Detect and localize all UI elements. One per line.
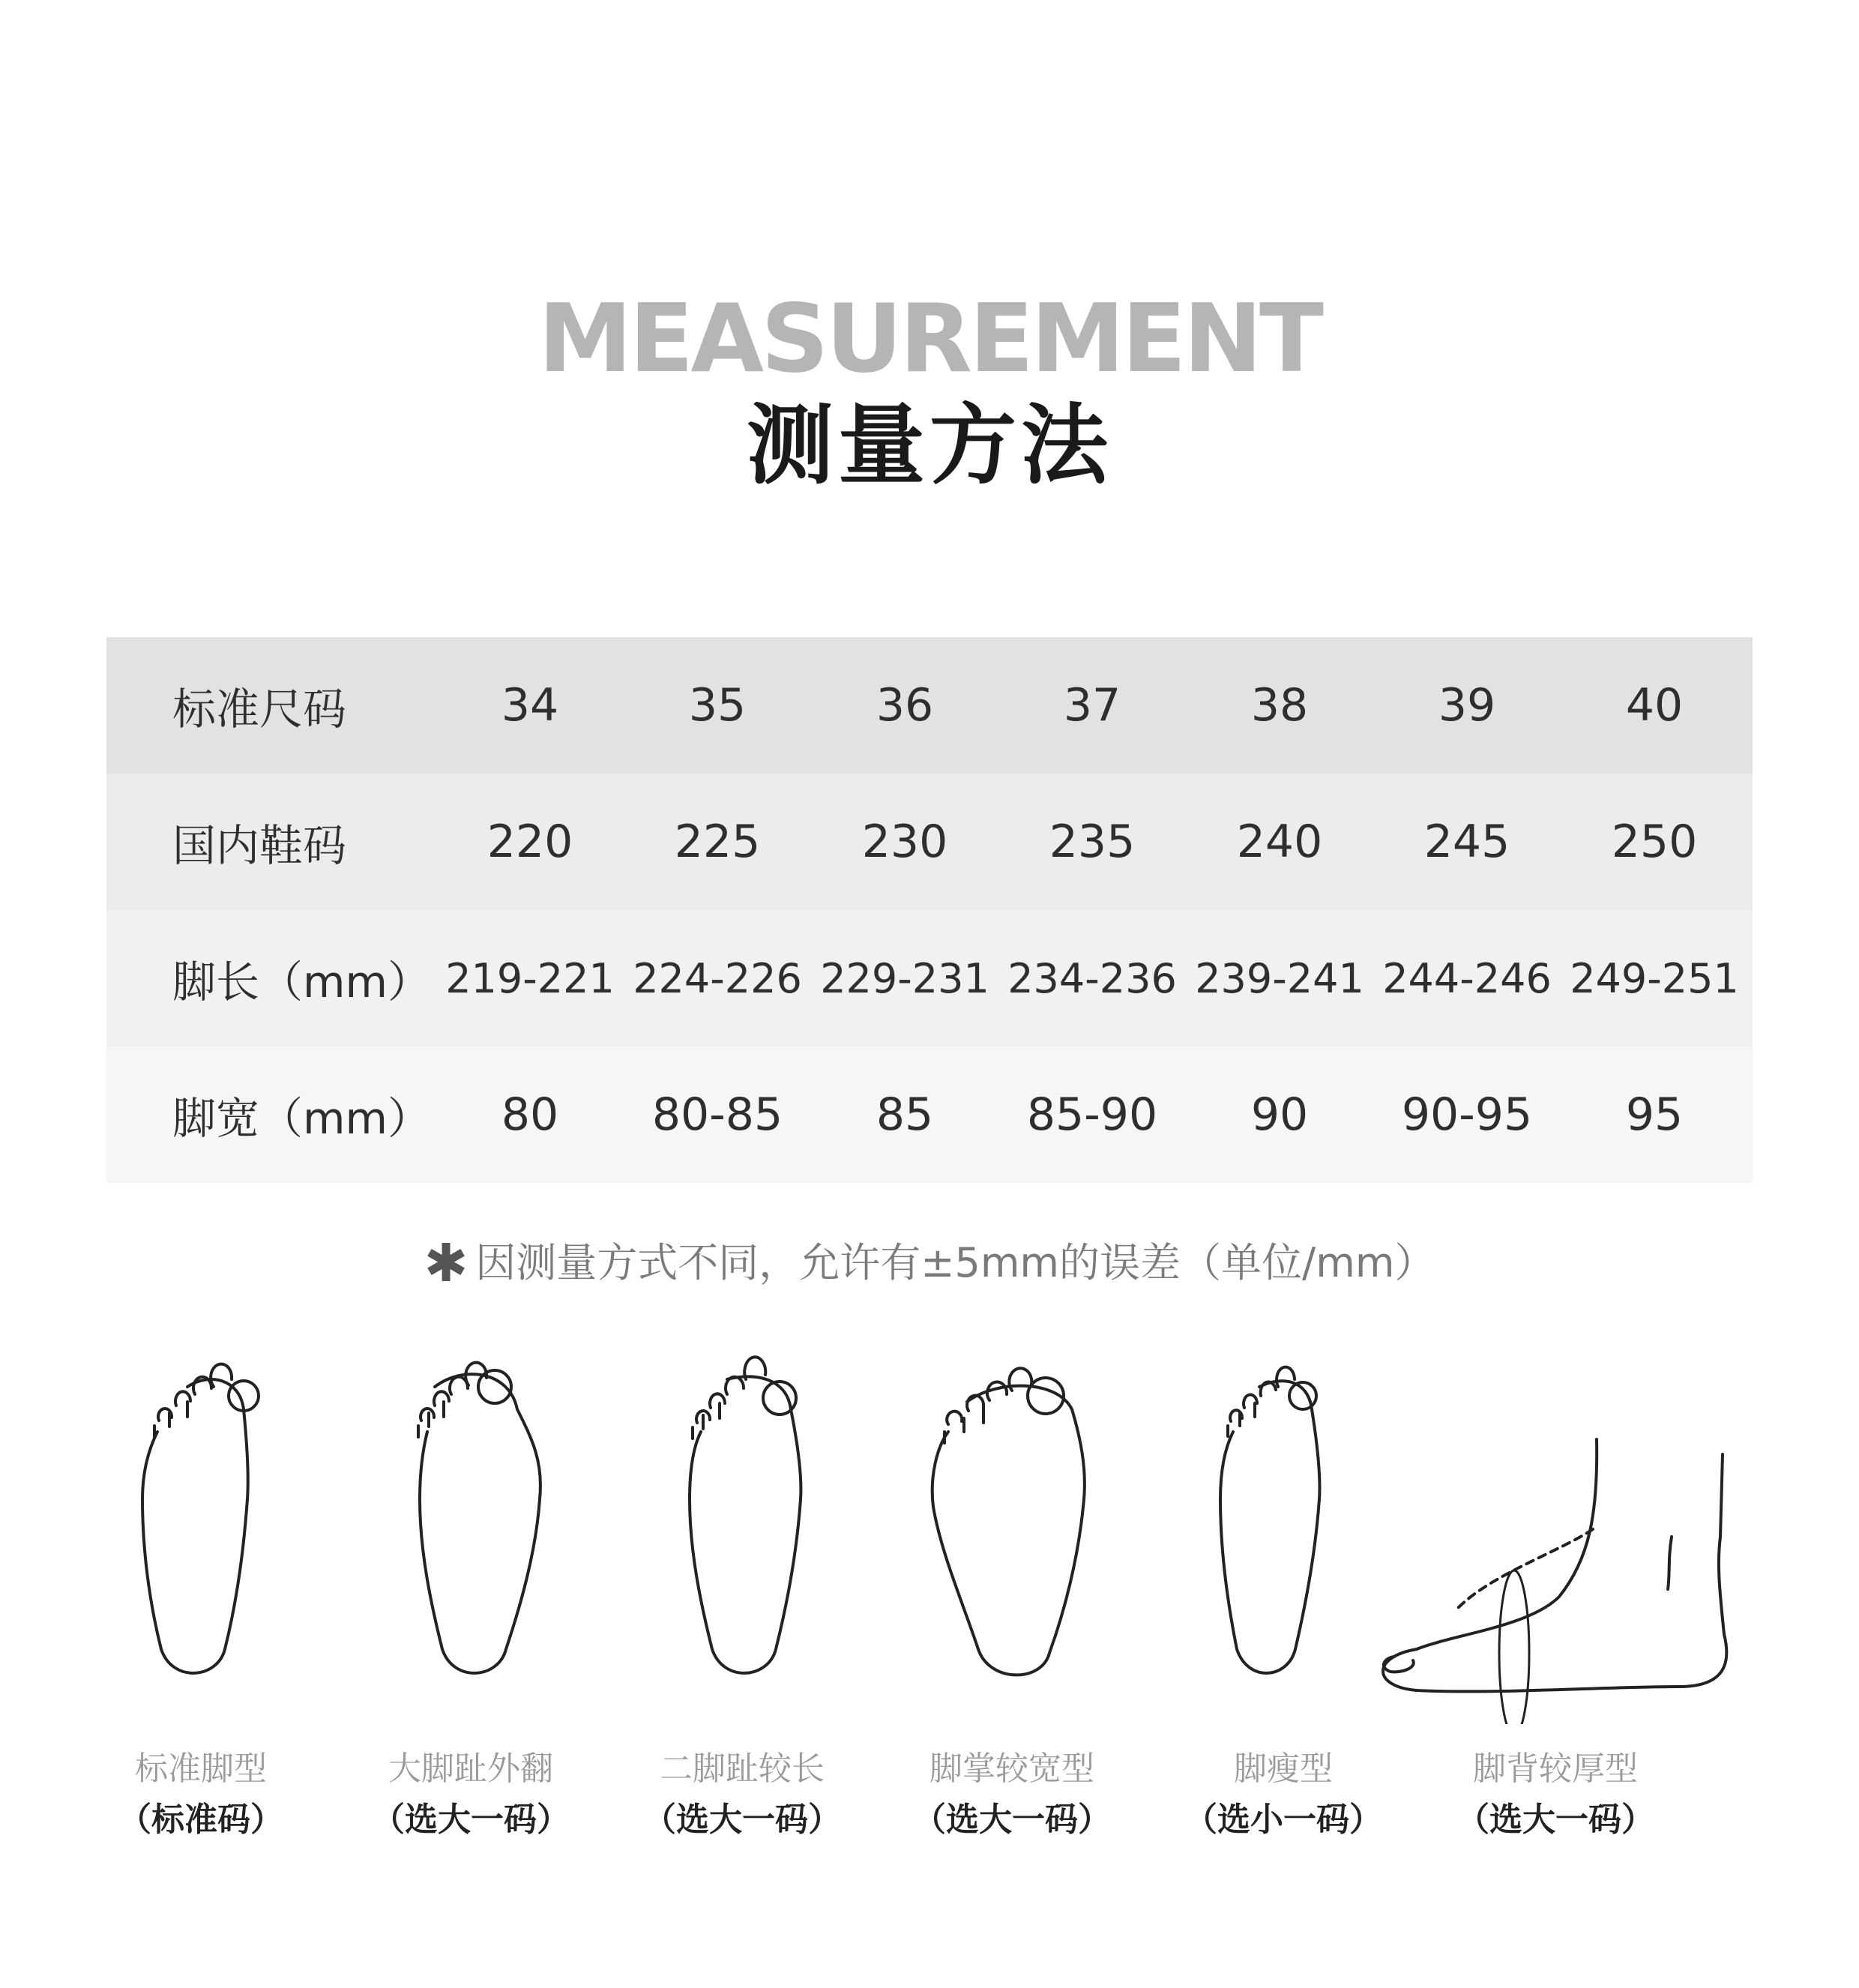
table-cell: 80 — [501, 1088, 559, 1141]
table-row-foot-width — [106, 1046, 1753, 1183]
title-en: MEASUREMENT — [538, 283, 1321, 394]
table-row-domestic-size — [106, 774, 1753, 910]
table-cell: 85-90 — [1026, 1088, 1158, 1141]
table-cell: 230 — [861, 816, 948, 868]
foot-type-name: 大脚趾外翻 — [388, 1750, 553, 1788]
table-cell: 38 — [1250, 679, 1309, 732]
table-cell: 234-236 — [1007, 954, 1177, 1002]
table-row-standard-size — [106, 637, 1753, 774]
foot-long-second-toe-icon — [690, 1357, 801, 1673]
table-cell: 224-226 — [633, 954, 802, 1002]
foot-type-illustrations — [0, 1349, 1859, 1724]
table-cell: 249-251 — [1570, 954, 1739, 1002]
table-row-foot-length — [106, 910, 1753, 1046]
foot-type-name: 脚背较厚型 — [1473, 1750, 1638, 1788]
table-cell: 225 — [674, 816, 761, 868]
table-cell: 95 — [1625, 1088, 1684, 1141]
table-cell: 80-85 — [651, 1088, 783, 1141]
row-header: 脚宽（mm） — [172, 1093, 431, 1144]
foot-bunion-icon — [418, 1363, 540, 1673]
row-header: 标准尺码 — [172, 684, 347, 735]
table-cell: 40 — [1625, 679, 1684, 732]
title-zh: 测量方法 — [747, 395, 1112, 496]
table-cell: 85 — [876, 1088, 934, 1141]
table-cell: 240 — [1236, 816, 1323, 868]
row-header: 国内鞋码 — [172, 820, 347, 871]
asterisk-icon: ✱ — [424, 1232, 468, 1294]
row-header: 脚长（mm） — [172, 957, 431, 1007]
table-cell: 219-221 — [445, 954, 615, 1002]
table-cell: 245 — [1423, 816, 1510, 868]
foot-type-advice: （选大一码） — [643, 1801, 841, 1839]
table-cell: 36 — [876, 679, 934, 732]
foot-type-advice: （选小一码） — [1184, 1801, 1382, 1839]
table-cell: 250 — [1611, 816, 1698, 868]
table-cell: 90 — [1250, 1088, 1309, 1141]
foot-type-advice: （选大一码） — [372, 1801, 570, 1839]
measurement-note — [0, 1229, 1859, 1297]
foot-type-name: 二脚趾较长 — [660, 1750, 825, 1788]
foot-type-name: 标准脚型 — [135, 1750, 267, 1788]
table-cell: 90-95 — [1401, 1088, 1533, 1141]
table-cell: 34 — [501, 679, 559, 732]
table-cell: 35 — [688, 679, 747, 732]
foot-type-advice: （标准码） — [118, 1801, 283, 1839]
table-cell: 37 — [1063, 679, 1121, 732]
foot-type-advice: （选大一码） — [1456, 1801, 1654, 1839]
table-cell: 229-231 — [820, 954, 989, 1002]
foot-type-name: 脚瘦型 — [1234, 1750, 1333, 1788]
table-cell: 235 — [1049, 816, 1136, 868]
foot-high-instep-icon — [1383, 1439, 1726, 1724]
note-text: 因测量方式不同，允许有±5mm的误差（单位/mm） — [475, 1239, 1435, 1286]
foot-standard-icon — [142, 1364, 259, 1673]
table-cell: 39 — [1438, 679, 1496, 732]
table-cell: 244-246 — [1382, 954, 1552, 1002]
table-cell: 239-241 — [1195, 954, 1364, 1002]
size-table — [106, 637, 1753, 1183]
table-cell: 220 — [486, 816, 573, 868]
foot-slim-icon — [1220, 1367, 1320, 1673]
foot-type-name: 脚掌较宽型 — [930, 1750, 1094, 1788]
foot-wide-icon — [932, 1368, 1085, 1675]
foot-type-advice: （选大一码） — [913, 1801, 1111, 1839]
